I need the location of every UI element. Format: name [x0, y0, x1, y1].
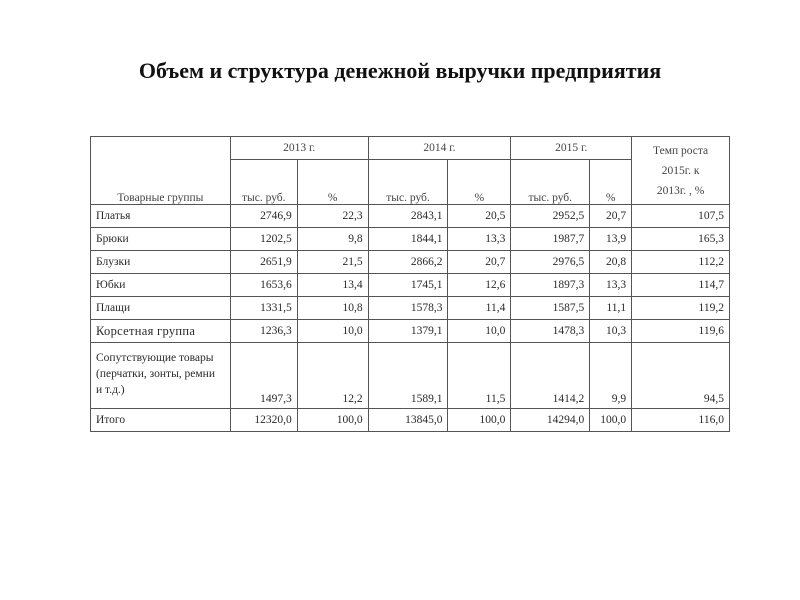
cell-pct-2015: 13,3 [590, 274, 632, 297]
header-product-groups: Товарные группы [91, 137, 231, 205]
row-name-line: Сопутствующие товары [96, 352, 214, 364]
cell-growth: 165,3 [632, 228, 730, 251]
row-name: Итого [91, 409, 231, 432]
cell-pct-2015: 100,0 [590, 409, 632, 432]
cell-pct-2014: 20,7 [448, 251, 511, 274]
header-unit-pct: % [590, 160, 632, 205]
row-name: Корсетная группа [91, 320, 231, 343]
cell-value-2013: 1331,5 [230, 297, 297, 320]
cell-growth: 119,2 [632, 297, 730, 320]
cell-pct-2015: 11,1 [590, 297, 632, 320]
header-year-2014: 2014 г. [368, 137, 511, 160]
cell-pct-2014: 12,6 [448, 274, 511, 297]
cell-pct-2013: 21,5 [297, 251, 368, 274]
table-row-total [91, 409, 730, 432]
cell-pct-2015: 20,8 [590, 251, 632, 274]
cell-value-2013: 1653,6 [230, 274, 297, 297]
cell-value-2015: 1987,7 [511, 228, 590, 251]
cell-pct-2013: 12,2 [297, 343, 368, 409]
table-row [91, 320, 730, 343]
cell-value-2015: 2952,5 [511, 205, 590, 228]
row-name: Юбки [91, 274, 231, 297]
row-name-line: (перчатки, зонты, ремни [96, 368, 215, 380]
cell-pct-2014: 20,5 [448, 205, 511, 228]
cell-value-2014: 1844,1 [368, 228, 448, 251]
row-name: Плащи [91, 297, 231, 320]
cell-value-2013: 1202,5 [230, 228, 297, 251]
growth-header-line: Темп роста [653, 144, 709, 157]
cell-value-2015: 1897,3 [511, 274, 590, 297]
cell-pct-2015: 13,9 [590, 228, 632, 251]
header-unit-pct: % [297, 160, 368, 205]
cell-pct-2013: 22,3 [297, 205, 368, 228]
cell-value-2015: 2976,5 [511, 251, 590, 274]
header-growth-rate [632, 137, 730, 205]
cell-growth: 114,7 [632, 274, 730, 297]
cell-pct-2013: 9,8 [297, 228, 368, 251]
cell-growth: 116,0 [632, 409, 730, 432]
cell-pct-2014: 11,5 [448, 343, 511, 409]
cell-value-2013: 2651,9 [230, 251, 297, 274]
cell-value-2013: 1497,3 [230, 343, 297, 409]
cell-value-2014: 1745,1 [368, 274, 448, 297]
cell-pct-2014: 13,3 [448, 228, 511, 251]
row-name [91, 343, 231, 409]
cell-value-2014: 1379,1 [368, 320, 448, 343]
revenue-table [90, 136, 730, 432]
cell-growth: 94,5 [632, 343, 730, 409]
header-unit-rub: тыс. руб. [230, 160, 297, 205]
cell-value-2014: 13845,0 [368, 409, 448, 432]
table-row [91, 297, 730, 320]
cell-pct-2013: 10,8 [297, 297, 368, 320]
cell-pct-2014: 10,0 [448, 320, 511, 343]
cell-value-2013: 2746,9 [230, 205, 297, 228]
header-unit-rub: тыс. руб. [511, 160, 590, 205]
header-unit-pct: % [448, 160, 511, 205]
cell-pct-2013: 100,0 [297, 409, 368, 432]
cell-pct-2013: 13,4 [297, 274, 368, 297]
table-row [91, 274, 730, 297]
cell-value-2015: 1478,3 [511, 320, 590, 343]
growth-header-line: 2013г. , % [656, 184, 705, 197]
cell-value-2015: 1587,5 [511, 297, 590, 320]
table-row [91, 205, 730, 228]
cell-pct-2015: 9,9 [590, 343, 632, 409]
growth-header-line: 2015г. к [661, 164, 700, 177]
table-row [91, 228, 730, 251]
cell-pct-2014: 11,4 [448, 297, 511, 320]
cell-value-2014: 2866,2 [368, 251, 448, 274]
cell-value-2014: 2843,1 [368, 205, 448, 228]
cell-value-2014: 1578,3 [368, 297, 448, 320]
header-year-2013: 2013 г. [230, 137, 368, 160]
row-name-line: и т.д.) [96, 384, 125, 396]
row-name: Блузки [91, 251, 231, 274]
cell-value-2015: 14294,0 [511, 409, 590, 432]
cell-value-2015: 1414,2 [511, 343, 590, 409]
cell-growth: 119,6 [632, 320, 730, 343]
cell-pct-2014: 100,0 [448, 409, 511, 432]
table-row [91, 343, 730, 409]
cell-growth: 112,2 [632, 251, 730, 274]
cell-growth: 107,5 [632, 205, 730, 228]
cell-value-2013: 1236,3 [230, 320, 297, 343]
row-name: Платья [91, 205, 231, 228]
page-title: Объем и структура денежной выручки предприятия [138, 58, 662, 83]
cell-pct-2013: 10,0 [297, 320, 368, 343]
header-year-2015: 2015 г. [511, 137, 632, 160]
cell-value-2014: 1589,1 [368, 343, 448, 409]
header-unit-rub: тыс. руб. [368, 160, 448, 205]
table-row [91, 251, 730, 274]
row-name: Брюки [91, 228, 231, 251]
cell-pct-2015: 10,3 [590, 320, 632, 343]
cell-pct-2015: 20,7 [590, 205, 632, 228]
cell-value-2013: 12320,0 [230, 409, 297, 432]
